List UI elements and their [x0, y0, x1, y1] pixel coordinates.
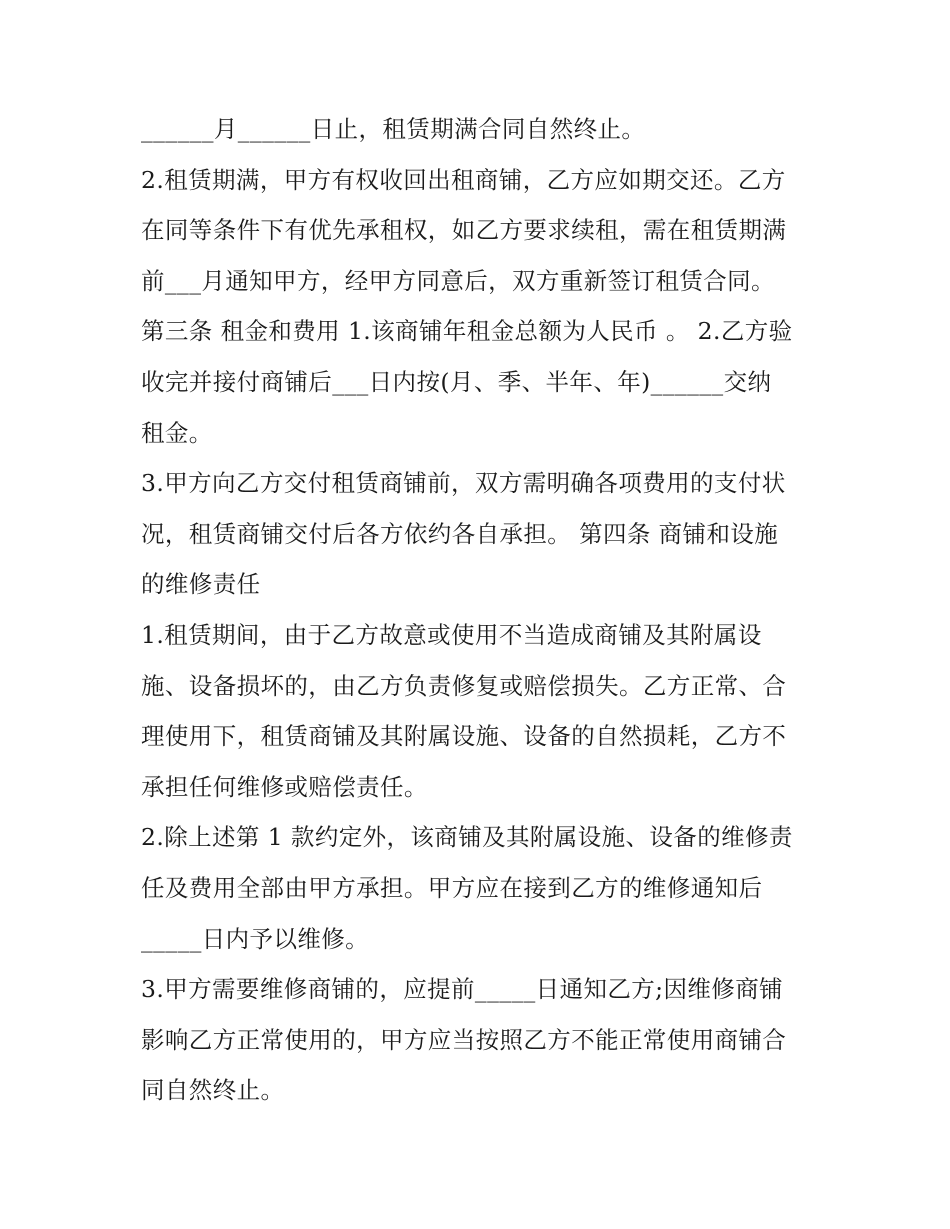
text-line: 3.甲方需要维修商铺的，应提前_____日通知乙方;因维修商铺 — [141, 975, 783, 1004]
text-line: 理使用下，租赁商铺及其附属设施、设备的自然损耗，乙方不 — [141, 722, 787, 751]
text-line: 收完并接付商铺后___日内按(月、季、半年、年)______交纳 — [141, 367, 772, 396]
text-line: 同自然终止。 — [141, 1076, 285, 1105]
text-line: 第三条 租金和费用 1.该商铺年租金总额为人民币 。 2.乙方验 — [141, 317, 793, 346]
text-line: 的维修责任 — [141, 570, 261, 599]
text-line: 承担任何维修或赔偿责任。 — [141, 772, 428, 801]
text-line: _____日内予以维修。 — [141, 924, 370, 953]
text-line: 施、设备损坏的，由乙方负责修复或赔偿损失。乙方正常、合 — [141, 671, 787, 700]
text-line: 2.除上述第 1 款约定外，该商铺及其附属设施、设备的维修责 — [141, 823, 793, 852]
text-line: ______月______日止，租赁期满合同自然终止。 — [141, 115, 646, 143]
text-line: 影响乙方正常使用的，甲方应当按照乙方不能正常使用商铺合 — [141, 1025, 787, 1054]
text-line: 任及费用全部由甲方承担。甲方应在接到乙方的维修通知后 — [141, 873, 763, 902]
contract-text — [141, 104, 821, 1116]
text-line: 租金。 — [141, 418, 213, 447]
text-line: 况，租赁商铺交付后各方依约各自承担。 第四条 商铺和设施 — [141, 519, 779, 548]
text-line: 2.租赁期满，甲方有权收回出租商铺，乙方应如期交还。乙方 — [141, 165, 786, 194]
text-line: 1.租赁期间，由于乙方故意或使用不当造成商铺及其附属设 — [141, 620, 762, 649]
text-line: 在同等条件下有优先承租权，如乙方要求续租，需在租赁期满 — [141, 216, 787, 245]
text-line: 前___月通知甲方，经甲方同意后，双方重新签订租赁合同。 — [141, 266, 775, 295]
text-line: 3.甲方向乙方交付租赁商铺前，双方需明确各项费用的支付状 — [141, 469, 786, 498]
